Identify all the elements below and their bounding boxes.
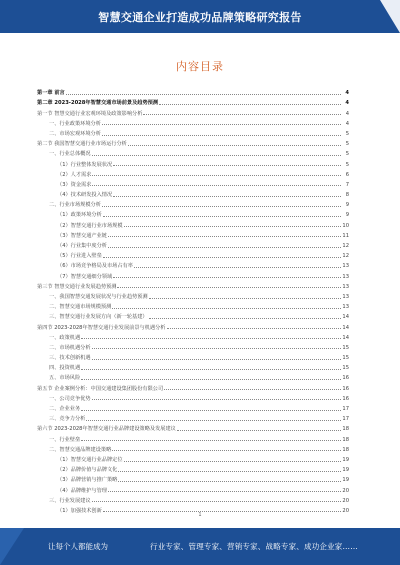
toc-entry-page: 4 xyxy=(345,120,349,127)
toc-entry[interactable] xyxy=(37,127,349,137)
footer-slant-decoration xyxy=(0,528,24,565)
toc-dot-leader xyxy=(108,247,341,248)
toc-entry[interactable] xyxy=(37,432,349,442)
toc-entry-title: （1）政策环境分析 xyxy=(57,212,102,219)
toc-entry[interactable] xyxy=(37,106,349,116)
toc-dot-leader xyxy=(92,175,341,176)
toc-entry-title: （1）行业整体发展状况 xyxy=(57,161,113,168)
toc-dot-leader xyxy=(92,348,341,349)
toc-entry-page: 17 xyxy=(342,416,349,423)
toc-entry-title: 二、市场机遇分析 xyxy=(49,344,91,351)
toc-dot-leader xyxy=(118,481,341,482)
toc-dot-leader xyxy=(112,308,341,309)
toc-dot-leader xyxy=(112,450,341,451)
toc-entry-title: （1）智慧交通行业品牌定位 xyxy=(57,456,123,463)
toc-entry-page: 19 xyxy=(342,477,349,484)
toc-entry[interactable] xyxy=(37,422,349,432)
toc-entry-page: 5 xyxy=(345,161,349,168)
toc-entry-title: 一、行业壁垒 xyxy=(49,436,81,443)
toc-entry-title: （2）智慧交通行业市场规模 xyxy=(57,222,123,229)
toc-entry[interactable] xyxy=(37,473,349,483)
toc-entry-title: 一、政策机遇 xyxy=(49,334,81,341)
toc-entry-title: （4）品牌维护与管理 xyxy=(57,487,107,494)
toc-entry-title: 第一节 智慧交通行业宏观环境及政策影响分析 xyxy=(37,110,143,117)
toc-entry-page: 9 xyxy=(345,202,349,209)
toc-entry-title: （6）市场竞争格局及市场占有率 xyxy=(57,263,133,270)
toc-dot-leader xyxy=(92,185,341,186)
toc-entry[interactable] xyxy=(37,310,349,320)
toc-entry[interactable] xyxy=(37,239,349,249)
table-of-contents xyxy=(37,86,349,514)
toc-dot-leader xyxy=(164,389,341,390)
toc-dot-leader xyxy=(81,410,341,411)
toc-entry-page: 4 xyxy=(345,110,349,117)
toc-dot-leader xyxy=(177,430,341,431)
toc-dot-leader xyxy=(92,359,341,360)
toc-dot-leader xyxy=(167,328,342,329)
toc-entry-title: （3）资金需求 xyxy=(57,181,92,188)
toc-dot-leader xyxy=(81,440,341,441)
toc-entry-title: 二、智慧交通市场规模预测 xyxy=(49,304,112,311)
toc-entry-page: 16 xyxy=(342,375,349,382)
toc-entry[interactable] xyxy=(37,361,349,371)
toc-dot-leader xyxy=(102,124,341,125)
toc-entry[interactable] xyxy=(37,198,349,208)
toc-entry-title: （4）技术研发投入情况 xyxy=(57,192,113,199)
toc-dot-leader xyxy=(81,379,341,380)
toc-entry-page: 14 xyxy=(342,334,349,341)
toc-entry[interactable] xyxy=(37,453,349,463)
toc-entry[interactable] xyxy=(37,300,349,310)
toc-entry[interactable] xyxy=(37,229,349,239)
toc-entry[interactable] xyxy=(37,168,349,178)
toc-dot-leader xyxy=(102,206,341,207)
toc-entry-page: 12 xyxy=(342,243,349,249)
toc-dot-leader xyxy=(92,501,341,502)
toc-entry-page: 5 xyxy=(345,151,349,158)
toc-entry-page: 20 xyxy=(342,507,349,514)
toc-dot-leader xyxy=(159,104,341,105)
toc-entry-title: （2）人才需求 xyxy=(57,171,92,178)
toc-entry[interactable] xyxy=(37,218,349,228)
toc-entry-title: 三、技术创新机遇 xyxy=(49,355,91,362)
toc-dot-leader xyxy=(124,226,341,227)
toc-entry[interactable] xyxy=(37,137,349,147)
toc-entry-page: 18 xyxy=(342,426,349,433)
toc-entry-title: 第三节 智慧交通行业发展趋势预测 xyxy=(37,283,117,290)
toc-entry-page: 9 xyxy=(345,212,349,219)
toc-entry-title: 二、行业市场规模分析 xyxy=(49,202,101,209)
toc-entry-title: 一、公司竞争优势 xyxy=(49,395,91,402)
toc-entry-title: （3）智慧交通产业链 xyxy=(57,232,107,239)
toc-entry-page: 5 xyxy=(345,141,349,148)
toc-entry[interactable] xyxy=(37,280,349,290)
toc-entry[interactable] xyxy=(37,188,349,198)
footer-slogan-left: 让每个人都能成为 xyxy=(48,542,108,551)
toc-entry-title: 一、我国智慧交通发展状况与行业趋势预测 xyxy=(49,293,148,300)
toc-entry-page: 13 xyxy=(342,304,349,311)
toc-dot-leader xyxy=(86,420,341,421)
toc-entry-page: 17 xyxy=(342,406,349,412)
toc-entry-title: 三、行业发展建议 xyxy=(49,497,91,504)
toc-entry[interactable] xyxy=(37,494,349,504)
toc-entry[interactable] xyxy=(37,117,349,127)
toc-entry-page: 15 xyxy=(342,355,349,362)
toc-entry-title: 一、行业总体概况 xyxy=(49,151,91,158)
toc-dot-leader xyxy=(92,399,341,400)
toc-entry[interactable] xyxy=(37,371,349,381)
toc-dot-leader xyxy=(81,338,341,339)
toc-entry-title: （4）行业集中度分析 xyxy=(57,243,107,249)
toc-dot-leader xyxy=(128,145,341,146)
toc-dot-leader xyxy=(134,267,341,268)
report-title: 智慧交通企业打造成功品牌策略研究报告 xyxy=(98,11,302,24)
toc-dot-leader xyxy=(103,257,341,258)
toc-entry[interactable] xyxy=(37,320,349,330)
toc-entry-page: 10 xyxy=(342,222,349,229)
toc-entry[interactable] xyxy=(37,331,349,341)
toc-entry-page: 13 xyxy=(342,263,349,270)
toc-dot-leader xyxy=(113,196,341,197)
toc-entry-title: 第四节 2023-2028年智慧交通行业发展前景与机遇分析 xyxy=(37,324,166,331)
toc-entry-title: 五、市场风险 xyxy=(49,375,81,382)
toc-entry[interactable] xyxy=(37,381,349,391)
toc-entry-title: 三、智慧交通行业发展方向（新一轮基建） xyxy=(49,314,148,321)
toc-entry-title: 三、竞争力分析 xyxy=(49,416,86,423)
toc-entry-page: 14 xyxy=(342,324,349,331)
toc-entry[interactable] xyxy=(37,86,349,96)
toc-dot-leader xyxy=(113,277,341,278)
toc-dot-leader xyxy=(108,236,341,237)
toc-entry-page: 15 xyxy=(342,365,349,372)
toc-entry-title: 一、行业政策环境分析 xyxy=(49,120,101,127)
toc-dot-leader xyxy=(108,491,341,492)
header-banner xyxy=(0,0,400,33)
toc-entry[interactable] xyxy=(37,341,349,351)
toc-entry-title: 二、市场宏观环境分析 xyxy=(49,130,101,137)
toc-dot-leader xyxy=(113,165,341,166)
toc-entry-page: 11 xyxy=(342,232,349,239)
toc-entry-title: （5）行业进入壁垒 xyxy=(57,253,102,260)
toc-entry-page: 19 xyxy=(342,456,349,463)
toc-entry-title: （2）品牌价值与品牌文化 xyxy=(57,467,118,474)
toc-entry-page: 12 xyxy=(342,253,349,260)
toc-entry[interactable] xyxy=(37,157,349,167)
toc-entry-page: 7 xyxy=(345,181,349,188)
toc-entry-page: 19 xyxy=(342,467,349,474)
toc-entry[interactable] xyxy=(37,351,349,361)
toc-entry[interactable] xyxy=(37,147,349,157)
toc-entry-page: 16 xyxy=(342,395,349,402)
footer-banner xyxy=(0,528,400,565)
toc-dot-leader xyxy=(149,318,341,319)
toc-entry-page: 6 xyxy=(345,171,349,178)
toc-entry-page: 5 xyxy=(345,130,349,137)
toc-entry-page: 4 xyxy=(345,100,349,107)
toc-entry[interactable] xyxy=(37,290,349,300)
toc-entry[interactable] xyxy=(37,96,349,106)
page-number: 1 xyxy=(198,512,202,518)
toc-dot-leader xyxy=(118,471,341,472)
toc-entry-page: 4 xyxy=(345,90,349,97)
toc-entry-page: 14 xyxy=(342,314,349,321)
toc-entry-title: 四、投资机遇 xyxy=(49,365,81,372)
toc-dot-leader xyxy=(66,94,341,95)
toc-entry-page: 13 xyxy=(342,273,349,280)
toc-dot-leader xyxy=(117,287,341,288)
toc-entry-title: 第一章 前言 xyxy=(37,90,65,97)
toc-entry-title: 第二章 2023-2028年智慧交通市场前景及趋势预测 xyxy=(37,100,159,107)
toc-dot-leader xyxy=(102,135,341,136)
toc-entry-page: 20 xyxy=(342,497,349,504)
toc-entry-title: 二、企业业务 xyxy=(49,406,81,412)
toc-entry-page: 20 xyxy=(342,487,349,494)
toc-dot-leader xyxy=(149,298,341,299)
toc-dot-leader xyxy=(103,216,341,217)
toc-entry-page: 13 xyxy=(342,293,349,300)
toc-entry[interactable] xyxy=(37,259,349,269)
toc-dot-leader xyxy=(143,114,341,115)
toc-dot-leader xyxy=(92,155,341,156)
toc-entry-title: 第六节 2023-2028年智慧交通行业品牌建设策略及发展建议 xyxy=(37,426,176,433)
toc-entry-title: 第五节 企业案例分析：中国交通建设集团股份有限公司 xyxy=(37,385,164,392)
toc-entry[interactable] xyxy=(37,412,349,422)
toc-entry-title: （3）品牌营销与推广策略 xyxy=(57,477,118,484)
toc-entry[interactable] xyxy=(37,483,349,493)
toc-entry[interactable] xyxy=(37,249,349,259)
toc-dot-leader xyxy=(124,461,341,462)
toc-entry-page: 8 xyxy=(345,192,349,199)
toc-entry-page: 18 xyxy=(342,446,349,453)
toc-entry-page: 18 xyxy=(342,436,349,443)
toc-entry[interactable] xyxy=(37,402,349,412)
toc-entry[interactable] xyxy=(37,392,349,402)
toc-entry-title: （1）加强技术创新 xyxy=(57,507,102,514)
toc-entry[interactable] xyxy=(37,443,349,453)
toc-entry-title: 第二节 我国智慧交通行业市场运行分析 xyxy=(37,141,127,148)
toc-entry[interactable] xyxy=(37,208,349,218)
toc-entry-title: 二、智慧交通品牌建设策略 xyxy=(49,446,112,453)
toc-entry[interactable] xyxy=(37,178,349,188)
toc-entry[interactable] xyxy=(37,269,349,279)
footer-slogan-right: 行业专家、管理专家、营销专家、战略专家、成功企业家…… xyxy=(150,542,358,551)
toc-entry-page: 16 xyxy=(342,385,349,392)
toc-entry-title: （7）智慧交通细分领域 xyxy=(57,273,113,280)
toc-entry[interactable] xyxy=(37,463,349,473)
toc-heading: 内容目录 xyxy=(176,60,224,73)
toc-dot-leader xyxy=(81,369,341,370)
toc-entry-page: 13 xyxy=(342,283,349,290)
toc-entry-page: 15 xyxy=(342,344,349,351)
